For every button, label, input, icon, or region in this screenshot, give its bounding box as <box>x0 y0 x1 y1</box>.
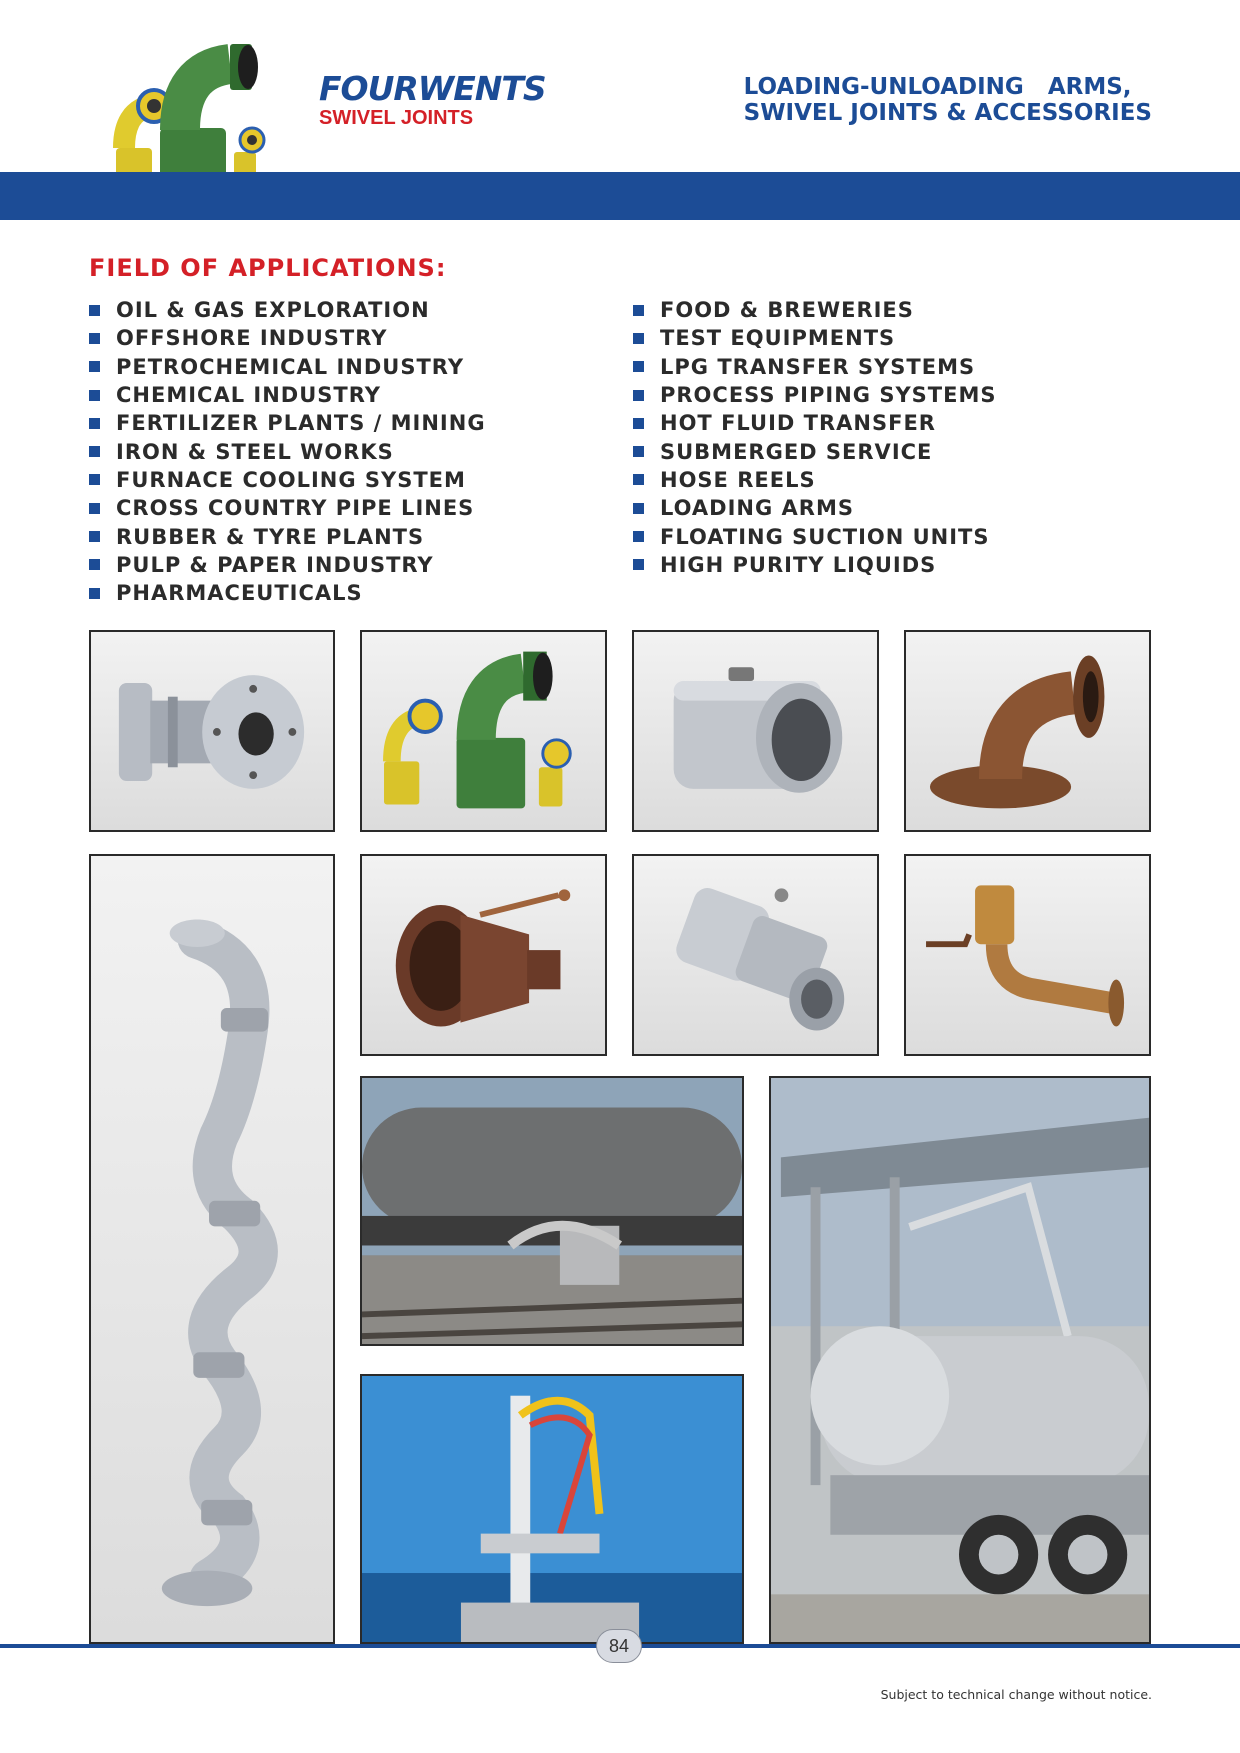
bullet-icon <box>633 474 644 485</box>
list-item: HOSE REELS <box>633 466 996 494</box>
bullet-icon <box>633 390 644 401</box>
list-item: CHEMICAL INDUSTRY <box>89 381 486 409</box>
bullet-icon <box>89 531 100 542</box>
list-item: RUBBER & TYRE PLANTS <box>89 522 486 550</box>
header-band <box>0 172 1240 220</box>
list-item: HOT FLUID TRANSFER <box>633 409 996 437</box>
bullet-icon <box>633 305 644 316</box>
bullet-icon <box>89 333 100 344</box>
list-item: PULP & PAPER INDUSTRY <box>89 551 486 579</box>
footer-notice: Subject to technical change without notice. <box>880 1687 1152 1702</box>
brand-logo <box>319 69 546 130</box>
page-title-line-1: LOADING-UNLOADING ARMS, <box>743 74 1132 100</box>
bullet-icon <box>633 418 644 429</box>
photo-bronze-hose-swivel <box>904 854 1151 1056</box>
bullet-icon <box>89 446 100 457</box>
list-item: SUBMERGED SERVICE <box>633 437 996 465</box>
list-item: LOADING ARMS <box>633 494 996 522</box>
photo-tanker-truck-loading-bay <box>769 1076 1151 1644</box>
page-number: 84 <box>596 1629 642 1663</box>
bullet-icon <box>89 588 100 599</box>
list-item: HIGH PURITY LIQUIDS <box>633 551 996 579</box>
photo-stainless-swivel-ring <box>632 630 879 832</box>
list-item: PETROCHEMICAL INDUSTRY <box>89 353 486 381</box>
brand-name: FOURWENTS <box>319 69 546 108</box>
list-item: PHARMACEUTICALS <box>89 579 486 607</box>
bullet-icon <box>89 474 100 485</box>
photo-bronze-elbow <box>904 630 1151 832</box>
list-item: TEST EQUIPMENTS <box>633 324 996 352</box>
applications-heading: FIELD OF APPLICATIONS: <box>89 254 447 282</box>
bullet-icon <box>633 503 644 514</box>
photo-flanged-swivel-joint <box>89 630 335 832</box>
brand-subtitle: SWIVEL JOINTS <box>319 107 474 129</box>
applications-list-left <box>89 296 486 607</box>
list-item: OFFSHORE INDUSTRY <box>89 324 486 352</box>
photo-threaded-swivel-joint <box>632 854 879 1056</box>
list-item: PROCESS PIPING SYSTEMS <box>633 381 996 409</box>
bullet-icon <box>633 559 644 570</box>
photo-marine-loading-arm <box>360 1374 744 1644</box>
list-item: FLOATING SUCTION UNITS <box>633 522 996 550</box>
bullet-icon <box>89 305 100 316</box>
list-item: CROSS COUNTRY PIPE LINES <box>89 494 486 522</box>
list-item: OIL & GAS EXPLORATION <box>89 296 486 324</box>
photo-rail-tank-car-loading <box>360 1076 744 1346</box>
bullet-icon <box>89 390 100 401</box>
bullet-icon <box>633 446 644 457</box>
page-title <box>744 74 1152 126</box>
bullet-icon <box>89 418 100 429</box>
bullet-icon <box>89 559 100 570</box>
photo-green-yellow-swivel-elbows <box>360 630 607 832</box>
bullet-icon <box>89 503 100 514</box>
list-item: FURNACE COOLING SYSTEM <box>89 466 486 494</box>
list-item: FERTILIZER PLANTS / MINING <box>89 409 486 437</box>
bullet-icon <box>633 333 644 344</box>
bullet-icon <box>89 361 100 372</box>
page-title-line-2: SWIVEL JOINTS & ACCESSORIES <box>743 100 1152 126</box>
applications-list-right <box>633 296 996 579</box>
list-item: FOOD & BREWERIES <box>633 296 996 324</box>
bullet-icon <box>633 361 644 372</box>
photo-dry-break-coupler <box>360 854 607 1056</box>
bullet-icon <box>633 531 644 542</box>
list-item: IRON & STEEL WORKS <box>89 437 486 465</box>
list-item: LPG TRANSFER SYSTEMS <box>633 353 996 381</box>
photo-multi-swivel-assembly <box>89 854 335 1644</box>
